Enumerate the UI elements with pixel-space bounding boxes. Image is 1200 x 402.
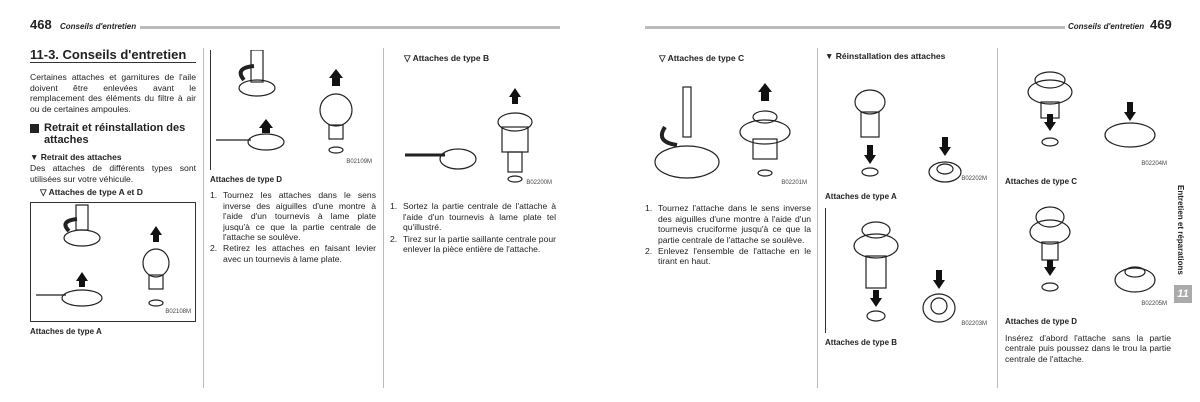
figure-reinstall-a <box>825 67 991 187</box>
figure-reinstall-d <box>1005 192 1171 312</box>
side-tab-label: Entretien et réparations <box>1176 185 1185 275</box>
figure-caption: Attaches de type B <box>825 337 898 347</box>
column-divider <box>997 48 998 388</box>
left-column-2 <box>210 50 376 265</box>
clip-illustration <box>31 203 196 323</box>
type-ad-label: ▽ Attaches de type A et D <box>40 187 143 198</box>
figure-code: B02108M <box>165 309 191 316</box>
clip-illustration <box>826 208 991 333</box>
figure-code: B02205M <box>1141 301 1167 307</box>
steps-type-d <box>210 190 376 264</box>
figure-code: B02109M <box>346 158 372 165</box>
step-item: 2. Tirez sur la partie saillante centrale pour enlever la pièce entière de l'attache. <box>390 233 556 255</box>
figure-code: B02203M <box>961 321 987 328</box>
figure-caption: Attaches de type A <box>825 192 897 202</box>
section-title: 11-3. Conseils d'entretien <box>30 50 196 63</box>
clip-illustration <box>1005 50 1170 172</box>
column-divider <box>817 48 818 388</box>
running-head-right: Conseils d'entretien <box>1068 22 1145 31</box>
right-column-2 <box>825 50 991 353</box>
figure-code: B02202M <box>961 176 987 182</box>
figure-reinstall-c <box>1005 50 1171 172</box>
reinstall-heading: ▼ Réinstallation des attaches <box>825 51 946 61</box>
figure-reinstall-b <box>825 208 991 333</box>
type-d-text: Insérez d'abord l'attache sans la partie centrale puis poussez dans le trou la partie centrale de l'attache. <box>1005 332 1171 364</box>
figure-type-d <box>210 50 376 170</box>
heading-retrait: Retrait et réinstallation des attaches <box>30 122 196 146</box>
figure-caption: Attaches de type D <box>210 175 283 184</box>
clip-illustration <box>645 67 810 191</box>
step-item: 1. Sortez la partie centrale de l'attache à l'aide d'un tournevis à lame plate tel qu'illustré. <box>390 201 556 233</box>
column-divider <box>203 48 204 388</box>
chapter-tab: 11 <box>1174 285 1192 303</box>
clip-illustration <box>825 67 990 187</box>
figure-code: B02204M <box>1141 160 1167 167</box>
running-head-left: Conseils d'entretien <box>60 22 137 31</box>
right-column-1 <box>645 50 811 268</box>
clip-illustration <box>390 67 555 191</box>
subheading-retrait: ▼ Retrait des attaches <box>30 152 122 163</box>
step-item: 1. Tournez les attaches dans le sens inverse des aiguilles d'une montre à l'aide d'un tournevis à lame plate jusqu'à ce que la partie centrale de l'attache se soulève. <box>210 190 376 243</box>
figure-type-c <box>645 67 811 191</box>
figure-type-a <box>30 202 196 322</box>
figure-type-b <box>390 67 556 191</box>
header-rule <box>140 26 560 29</box>
column-divider <box>383 48 384 388</box>
figure-code: B02200M <box>526 180 552 186</box>
left-column-3 <box>390 50 556 255</box>
right-column-3 <box>1005 50 1171 364</box>
intro-text: Certaines attaches et garnitures de l'aile doivent être enlevées avant le remplacement des éléments du filtre à air ou de certaines ampoules. <box>30 72 196 114</box>
subheading-text: Des attaches de différents types sont utilisées sur votre véhicule. <box>30 163 196 184</box>
page-number-left: 468 <box>30 17 52 32</box>
clip-illustration <box>1005 192 1170 312</box>
figure-caption: Attaches de type C <box>1005 177 1078 186</box>
clip-illustration <box>211 50 376 170</box>
figure-caption: Attaches de type A <box>30 326 102 336</box>
figure-code: B02201M <box>781 180 807 186</box>
left-column-1 <box>30 47 196 342</box>
step-item: 2. Retirez les attaches en faisant levier avec un tournevis à lame plate. <box>210 243 376 264</box>
step-item: 2. Enlevez l'ensemble de l'attache en le tirant en haut. <box>645 246 811 267</box>
steps-type-b <box>390 201 556 254</box>
steps-type-c <box>645 203 811 266</box>
type-c-label: ▽ Attaches de type C <box>659 53 745 63</box>
step-item: 1. Tournez l'attache dans le sens inverse des aiguilles d'une montre à l'aide d'un tournevis cruciforme jusqu'à ce que la partie centrale de l'attache se soulève. <box>645 203 811 245</box>
page-number-right: 469 <box>1150 17 1172 32</box>
header-rule <box>645 26 1065 29</box>
type-b-label: ▽ Attaches de type B <box>404 53 490 63</box>
figure-caption: Attaches de type D <box>1005 317 1078 327</box>
